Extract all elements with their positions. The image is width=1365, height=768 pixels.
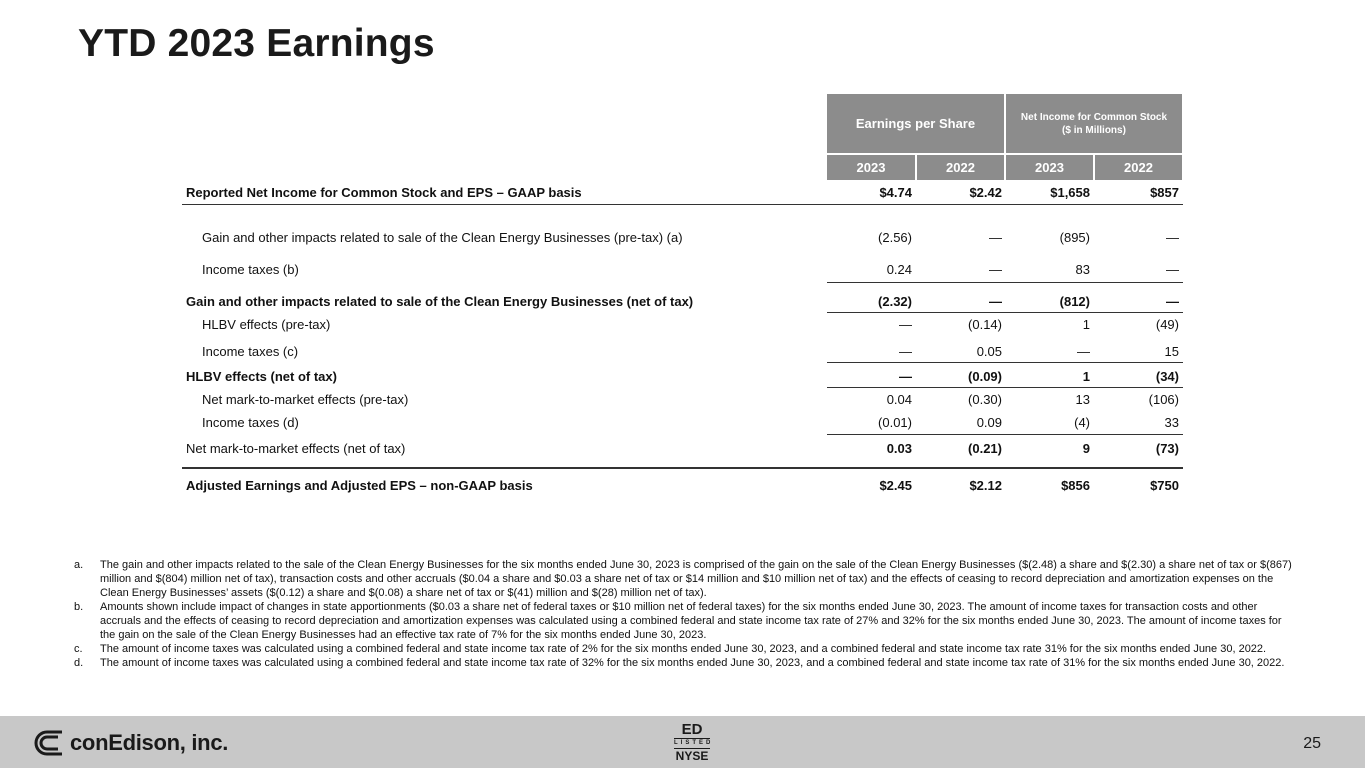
row-label: Income taxes (c)	[202, 344, 299, 359]
cell-eps-2022: 0.09	[976, 415, 1002, 430]
cell-eps-2022: (0.09)	[968, 369, 1002, 384]
row-label: HLBV effects (net of tax)	[186, 369, 337, 384]
row-label: HLBV effects (pre-tax)	[202, 317, 331, 332]
cell-eps-2022: —	[989, 294, 1002, 309]
cell-eps-2023: 0.04	[886, 392, 912, 407]
table-row	[182, 366, 1183, 388]
row-label: Income taxes (b)	[202, 262, 299, 277]
page-number: 25	[1303, 735, 1321, 752]
footnote-letter: a.	[74, 559, 84, 571]
con-edison-logo-icon	[30, 730, 64, 756]
nyse-listed-badge	[672, 722, 712, 763]
ticker-symbol: ED	[681, 721, 703, 738]
footnote-letter: d.	[74, 657, 84, 669]
footnote-text: The amount of income taxes was calculated using a combined federal and state income tax rate of 32% for the six months ended June 30, 2023, and a combined federal and state income tax rate of 31% for the six months ended June 30, 2022.	[100, 657, 1285, 669]
table-row	[182, 389, 1183, 411]
divider	[182, 467, 1183, 469]
cell-ni-2022: (73)	[1155, 441, 1179, 456]
footer	[0, 716, 1365, 768]
footnote-letter: c.	[74, 643, 83, 655]
divider	[827, 282, 1183, 283]
cell-eps-2022: —	[989, 262, 1002, 277]
cell-ni-2022: 33	[1164, 415, 1179, 430]
table-row	[182, 291, 1183, 313]
table-row	[182, 259, 1183, 281]
cell-ni-2023: 83	[1075, 262, 1090, 277]
cell-eps-2022: (0.21)	[968, 441, 1002, 456]
listed-label: LISTED	[674, 738, 710, 749]
table-row	[182, 412, 1183, 434]
cell-eps-2023: 0.03	[886, 441, 912, 456]
cell-eps-2023: —	[899, 344, 912, 359]
cell-eps-2023: (2.56)	[878, 230, 912, 245]
cell-ni-2023: 9	[1082, 441, 1090, 456]
row-label: Gain and other impacts related to sale of the Clean Energy Businesses (net of tax)	[186, 294, 694, 309]
cell-eps-2023: $2.45	[879, 478, 912, 493]
divider	[827, 362, 1183, 363]
divider	[827, 434, 1183, 435]
exchange-name: NYSE	[675, 749, 709, 763]
year-header-ni-2023: 2023	[1006, 155, 1093, 180]
table-row	[182, 438, 1183, 460]
cell-ni-2022: $750	[1150, 478, 1179, 493]
cell-ni-2022: $857	[1150, 185, 1179, 200]
cell-ni-2023: (895)	[1059, 230, 1090, 245]
cell-eps-2023: (2.32)	[878, 294, 912, 309]
year-header-eps-2022: 2022	[917, 155, 1004, 180]
eps-header: Earnings per Share	[827, 94, 1004, 153]
table-row	[182, 314, 1183, 336]
row-label: Income taxes (d)	[202, 415, 299, 430]
year-header-ni-2022: 2022	[1095, 155, 1182, 180]
row-label: Adjusted Earnings and Adjusted EPS – non-GAAP basis	[186, 478, 533, 493]
row-label: Gain and other impacts related to sale of the Clean Energy Businesses (pre-tax) (a)	[202, 230, 683, 245]
row-label: Net mark-to-market effects (net of tax)	[186, 441, 406, 456]
cell-eps-2023: —	[899, 369, 912, 384]
cell-eps-2023: 0.24	[886, 262, 912, 277]
divider	[827, 312, 1183, 313]
company-logo	[30, 729, 228, 757]
cell-ni-2022: (49)	[1155, 317, 1179, 332]
table-row	[182, 475, 1183, 497]
cell-ni-2022: —	[1166, 230, 1179, 245]
table-row	[182, 182, 1183, 204]
cell-eps-2022: (0.30)	[968, 392, 1002, 407]
cell-ni-2022: —	[1166, 262, 1179, 277]
footnote	[74, 558, 1299, 600]
cell-eps-2022: —	[989, 230, 1002, 245]
year-header-eps-2023: 2023	[827, 155, 915, 180]
table-row	[182, 227, 1183, 249]
footnote-text: Amounts shown include impact of changes in state apportionments ($0.03 a share net of federal taxes or $10 million net of federal taxes) for the six months ended June 30, 2023. The amount of income taxes for transaction costs and other accruals and the effects of ceasing to record depreciation and amortization expenses was calculated using a combined federal and state income tax rate of 27% and 32% for the six months ended June 30, 2023. The amount of income taxes for the gain on the sale of the Clean Energy Businesses had an effective tax rate of 7% for the six months ended June 30, 2023.	[100, 601, 1282, 641]
cell-eps-2022: 0.05	[976, 344, 1002, 359]
table-row	[182, 341, 1183, 363]
row-label: Net mark-to-market effects (pre-tax)	[202, 392, 409, 407]
cell-ni-2022: 15	[1164, 344, 1179, 359]
cell-ni-2023: —	[1077, 344, 1090, 359]
cell-ni-2023: 13	[1075, 392, 1090, 407]
cell-eps-2022: $2.12	[969, 478, 1002, 493]
cell-ni-2022: —	[1166, 294, 1179, 309]
net-income-header-line2: ($ in Millions)	[1062, 124, 1126, 136]
cell-ni-2022: (106)	[1148, 392, 1179, 407]
cell-eps-2023: $4.74	[879, 185, 912, 200]
company-name: conEdison, inc.	[70, 730, 229, 755]
net-income-header	[1006, 94, 1182, 153]
footnotes	[74, 558, 1299, 670]
cell-ni-2023: 1	[1082, 317, 1090, 332]
footnote-text: The gain and other impacts related to the sale of the Clean Energy Businesses for the six months ended June 30, 2023 is comprised of the gain on the sale of the Clean Energy Businesses ($(2.48) a share and $(2.30) a share net of tax or $(867) million and $(804) million net of tax), transaction costs and other accruals ($0.04 a share and $0.03 a share net of tax or $14 million and $10 million net of tax) and the effects of ceasing to record depreciation and amortization expenses on the Clean Energy Businesses’ assets ($(0.12) a share and $(0.08) a share net of tax or $(41) million and $(28) million net of tax).	[100, 559, 1292, 599]
row-label: Reported Net Income for Common Stock and EPS – GAAP basis	[186, 185, 582, 200]
footnote	[74, 600, 1299, 642]
cell-ni-2023: 1	[1082, 369, 1090, 384]
divider	[827, 387, 1183, 388]
cell-eps-2022: (0.14)	[968, 317, 1002, 332]
cell-ni-2022: (34)	[1155, 369, 1179, 384]
cell-ni-2023: $1,658	[1050, 185, 1090, 200]
cell-eps-2023: —	[899, 317, 912, 332]
footnote-text: The amount of income taxes was calculated using a combined federal and state income tax rate of 2% for the six months ended June 30, 2023, and a combined federal and state income tax rate 31% for the six months ended June 30, 2022.	[100, 643, 1267, 655]
cell-eps-2023: (0.01)	[878, 415, 912, 430]
cell-ni-2023: $856	[1061, 478, 1090, 493]
footnote-letter: b.	[74, 601, 84, 613]
footnote	[74, 656, 1299, 670]
cell-eps-2022: $2.42	[969, 185, 1002, 200]
page-title: YTD 2023 Earnings	[78, 22, 435, 65]
cell-ni-2023: (4)	[1074, 415, 1090, 430]
net-income-header-line1: Net Income for Common Stock	[1020, 111, 1168, 123]
footnote	[74, 642, 1299, 656]
divider	[182, 204, 1183, 205]
cell-ni-2023: (812)	[1059, 294, 1090, 309]
